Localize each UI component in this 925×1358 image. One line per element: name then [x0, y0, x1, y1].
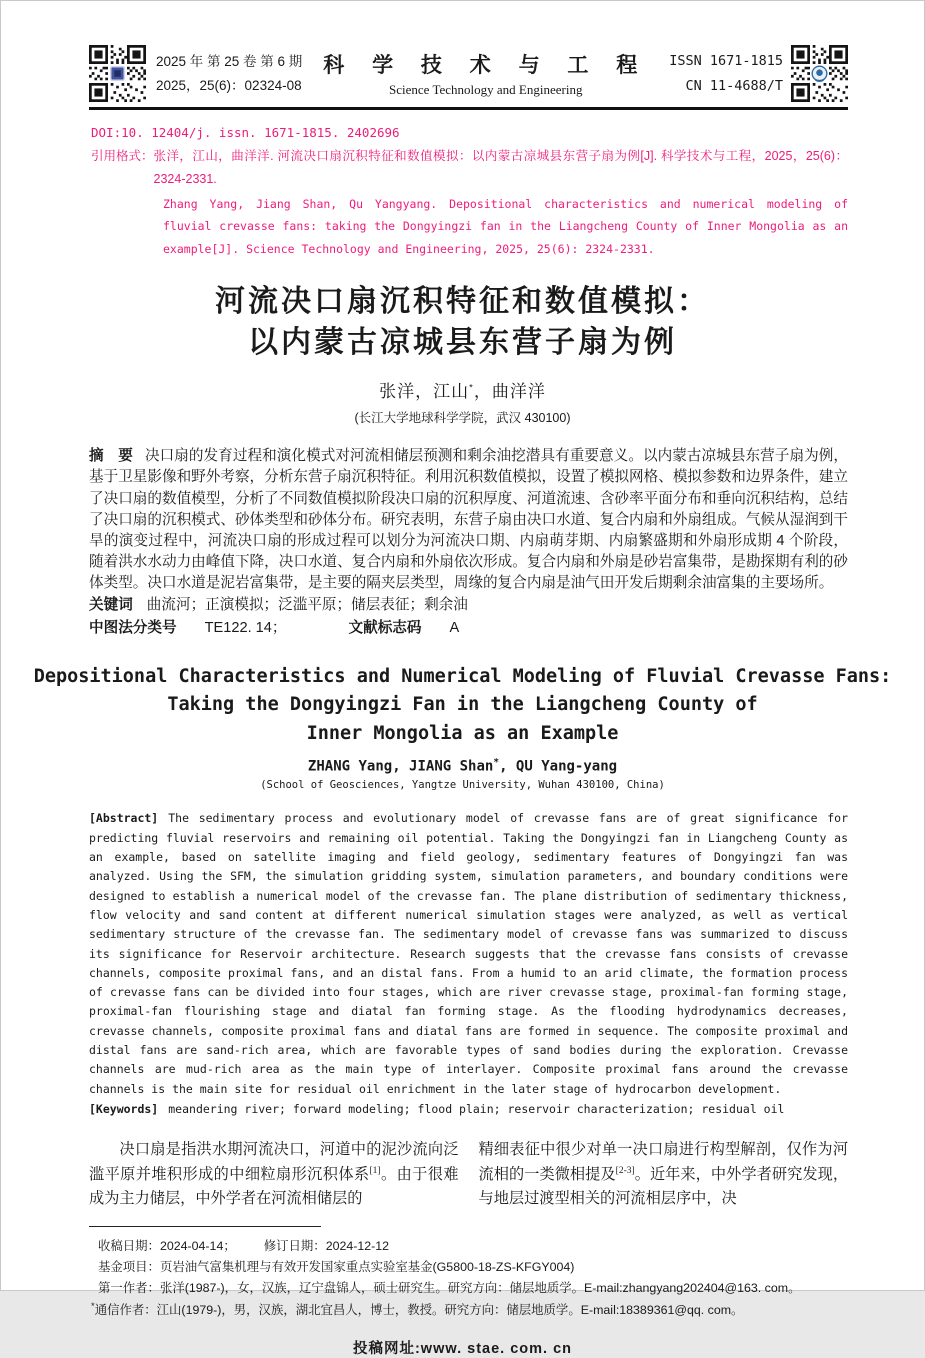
clc-line — [89, 618, 848, 639]
reference-2-3: [2-3] — [615, 1165, 635, 1176]
article-title-cn-line1: 河流决口扇沉积特征和数值模拟： — [215, 285, 710, 319]
keywords-en-label: [Keywords] — [89, 1102, 159, 1117]
qr-code-right-icon — [791, 45, 848, 102]
corresponding-text: 江山(1979-)，男，汉族，湖北宜昌人，博士，教授。研究方向：储层地质学。E-mail:18389361@qq. com。 — [156, 1303, 744, 1318]
keywords-cn-label: 关键词 — [89, 597, 133, 614]
revised-date-label: 修订日期： — [263, 1238, 326, 1253]
body-two-columns — [89, 1138, 848, 1212]
reference-1: [1] — [369, 1165, 381, 1176]
article-title-cn — [1, 282, 924, 363]
citation-text-cn: 张洋，江山，曲洋洋. 河流决口扇沉积特征和数值模拟：以内蒙古凉城县东营子扇为例[J]. 科学技术与工程，2025，25(6)：2324-2331. — [153, 149, 848, 186]
corresponding-author-asterisk-en: * — [493, 756, 500, 768]
journal-header — [89, 45, 848, 102]
keywords-cn-text: 曲流河；正演模拟；泛滥平原；储层表征；剩余油 — [146, 597, 468, 614]
qr-code-left-icon — [89, 45, 146, 102]
keywords-en-line — [89, 1102, 848, 1116]
revised-date: 2024-12-12 — [325, 1238, 390, 1253]
abstract-cn-label: 摘 要 — [89, 448, 133, 465]
abstract-en-text: The sedimentary process and evolutionary model of crevasse fans are of great significance for predicting fluvial reservoirs and remaining oil potential. Taking the Dongyingzi fan in Liangcheng County as an example, based on satellite imaging and field geology, sedimentary features of Dongyingzi fan was analyzed. Using the SFM, the simulation gridding system, simulation parameters, and boundary conditions were designed to establish a numerical model of the crevasse fan. The plane distribution of sedimentary thickness, flow velocity and sand content at different numerical simulation stages were analyzed, as well as vertical sedimentary structure of the crevasse fan. The sedimentary model of crevasse fans was summarized to discuss its significance for Reservoir architecture. Research suggests that the crevasse fans consists of crevasse channels, composite proximal fans, and an distal fans. From a humid to an arid climate, the formation process of crevasse fans can be divided into four stages, which are river crevasse stage, proximal-fan forming stage, proximal-fan flourishing stage and diatal fan forming stage. As the flooding hydrodynamics decreases, crevasse channels, composite proximal fans and diatal fans are formed in sequence. The composite proximal and distal fans are sand-rich area, which are favorable types of sand bodies during the exploration. Crevasse channels are mud-rich area as the main type of interlayer. Composite proximal fans around the crevasse channels is the main site for residual oil enrichment in the later stage of hydrocarbon development. — [89, 811, 848, 1096]
fund-label: 基金项目： — [98, 1259, 160, 1274]
article-title-en — [1, 663, 924, 749]
footnote-divider — [89, 1226, 321, 1227]
citation-block-cn — [91, 145, 848, 190]
article-title-en-line1: Depositional Characteristics and Numerical Modeling of Fluvial Crevasse Fans: — [33, 665, 892, 687]
authors-en — [1, 757, 924, 775]
keywords-cn-line — [89, 595, 848, 616]
issn-number: ISSN 1671-1815 — [669, 53, 783, 70]
journal-title-en: Science Technology and Engineering — [389, 82, 583, 97]
citation-label: 引用格式： — [91, 149, 154, 163]
affiliation-cn: (长江大学地球科学学院，武汉 430100) — [354, 411, 571, 426]
authors-en-pre: ZHANG Yang, JIANG Shan — [307, 758, 494, 775]
keywords-en-text: meandering river; forward modeling; flood plain; reservoir characterization; residual oil — [168, 1102, 785, 1117]
doi-line: DOI:10. 12404/j. issn. 1671-1815. 2402696 — [91, 125, 400, 140]
body-paragraph-left — [89, 1138, 459, 1212]
citation-text-en: Zhang Yang, Jiang Shan, Qu Yangyang. Depositional characteristics and numerical modeling of fluvial crevasse fans: taking the Dongyingzi fan in the Liangcheng County of Inner Mongolia as an example[J]. Science Technology and Engineering, 2025, 25(6): 2324-2331. — [163, 197, 848, 256]
clc-value: TE122. 14； — [204, 619, 287, 636]
corresponding-star: * — [91, 1301, 95, 1313]
footnote-first-author — [98, 1278, 848, 1299]
authors-en-post: , QU Yang-yang — [499, 758, 618, 775]
body-left-text-b: 。由于很难成为主力储层，中外学者在河流相储层的 — [89, 1165, 459, 1208]
authors-cn-pre: 张洋，江山 — [379, 382, 470, 402]
received-date-label: 收稿日期： — [98, 1238, 160, 1253]
submission-url: 投稿网址:www. stae. com. cn — [352, 1341, 573, 1358]
corresponding-label: 通信作者： — [94, 1303, 157, 1318]
affiliation-en: (School of Geosciences, Yangtze University, Wuhan 430100, China) — [260, 779, 665, 792]
abstract-en — [89, 809, 848, 1099]
received-date: 2024-04-14； — [159, 1238, 236, 1253]
article-title-cn-line2: 以内蒙古凉城县东营子扇为例 — [248, 325, 677, 359]
abstract-cn — [89, 446, 848, 594]
header-divider — [89, 107, 848, 110]
cn-number: CN 11-4688/T — [685, 77, 783, 94]
corresponding-author-asterisk: * — [469, 382, 474, 394]
authors-cn — [1, 377, 924, 402]
doc-code-label: 文献标志码 — [348, 619, 422, 636]
issue-pages-line: 2025，25(6)：02324-08 — [156, 77, 302, 93]
body-left-column — [89, 1138, 459, 1212]
first-author-text: 张洋(1987-)，女，汉族，辽宁盘锦人，硕士研究生。研究方向：储层地质学。E-mail:zhangyang202404@163. com。 — [159, 1281, 801, 1296]
footnote-fund — [98, 1257, 848, 1278]
clc-label: 中图法分类号 — [89, 619, 177, 636]
doc-code-value: A — [449, 619, 460, 636]
footnote-corresponding-author — [91, 1299, 848, 1321]
article-title-en-line2: Taking the Dongyingzi Fan in the Liangcheng County of — [167, 694, 758, 716]
body-paragraph-right — [479, 1138, 849, 1212]
footnote-dates — [98, 1236, 848, 1257]
footnotes-block — [91, 1236, 848, 1321]
first-author-label: 第一作者： — [98, 1281, 160, 1296]
authors-cn-post: ，曲洋洋 — [473, 382, 546, 402]
fund-text: 页岩油气富集机理与有效开发国家重点实验室基金(G5800-18-ZS-KFGY004) — [159, 1259, 575, 1274]
body-left-text-a: 决口扇是指洪水期河流决口，河道中的泥沙流向泛滥平原并堆积形成的中细粒扇形沉积体系 — [89, 1141, 459, 1183]
article-title-en-line3: Inner Mongolia as an Example — [306, 723, 619, 745]
issue-volume-line: 2025 年 第 25 卷 第 6 期 — [156, 53, 303, 69]
abstract-cn-text: 决口扇的发育过程和演化模式对河流相储层预测和剩余油挖潜具有重要意义。以内蒙古凉城县东营子扇为例，基于卫星影像和野外考察，分析东营子扇沉积特征。利用沉积数值模拟，设置了模拟网格、模拟参数和边界条件，建立了决口扇的数值模型，分析了不同数值模拟阶段决口扇的沉积厚度、河道流速、含砂率平面分布和垂向沉积结构，总结了决口扇的沉积模式、砂体类型和砂体分布。研究表明，东营子扇由决口水道、复合内扇和外扇组成。气候从湿润到干旱的演变过程中，河流决口扇的形成过程可以划分为河流决口期、内扇萌芽期、内扇繁盛期和外扇形成期 4 个阶段，随着洪水水动力由峰值下降，决口水道、复合内扇和外扇依次形成。复合内扇和外扇是砂岩富集带，是勘探期有利的砂体类型。决口水道是泥岩富集带，是主要的隔夹层类型，周缘的复合内扇是油气田开发后期剩余油富集的主要场所。 — [89, 448, 848, 592]
body-right-column — [479, 1138, 849, 1212]
abstract-en-label: [Abstract] — [89, 811, 159, 826]
journal-title-cn: 科 学 技 术 与 工 程 — [323, 54, 649, 77]
body-right-text-a: 精细表征中很少对单一决口扇进行构型解剖，仅作为河流相的一类微相提及 — [478, 1141, 848, 1183]
body-right-text-b: 。近年来，中外学者研究发现，与地层过渡型相关的河流相层序中，决 — [478, 1165, 849, 1208]
